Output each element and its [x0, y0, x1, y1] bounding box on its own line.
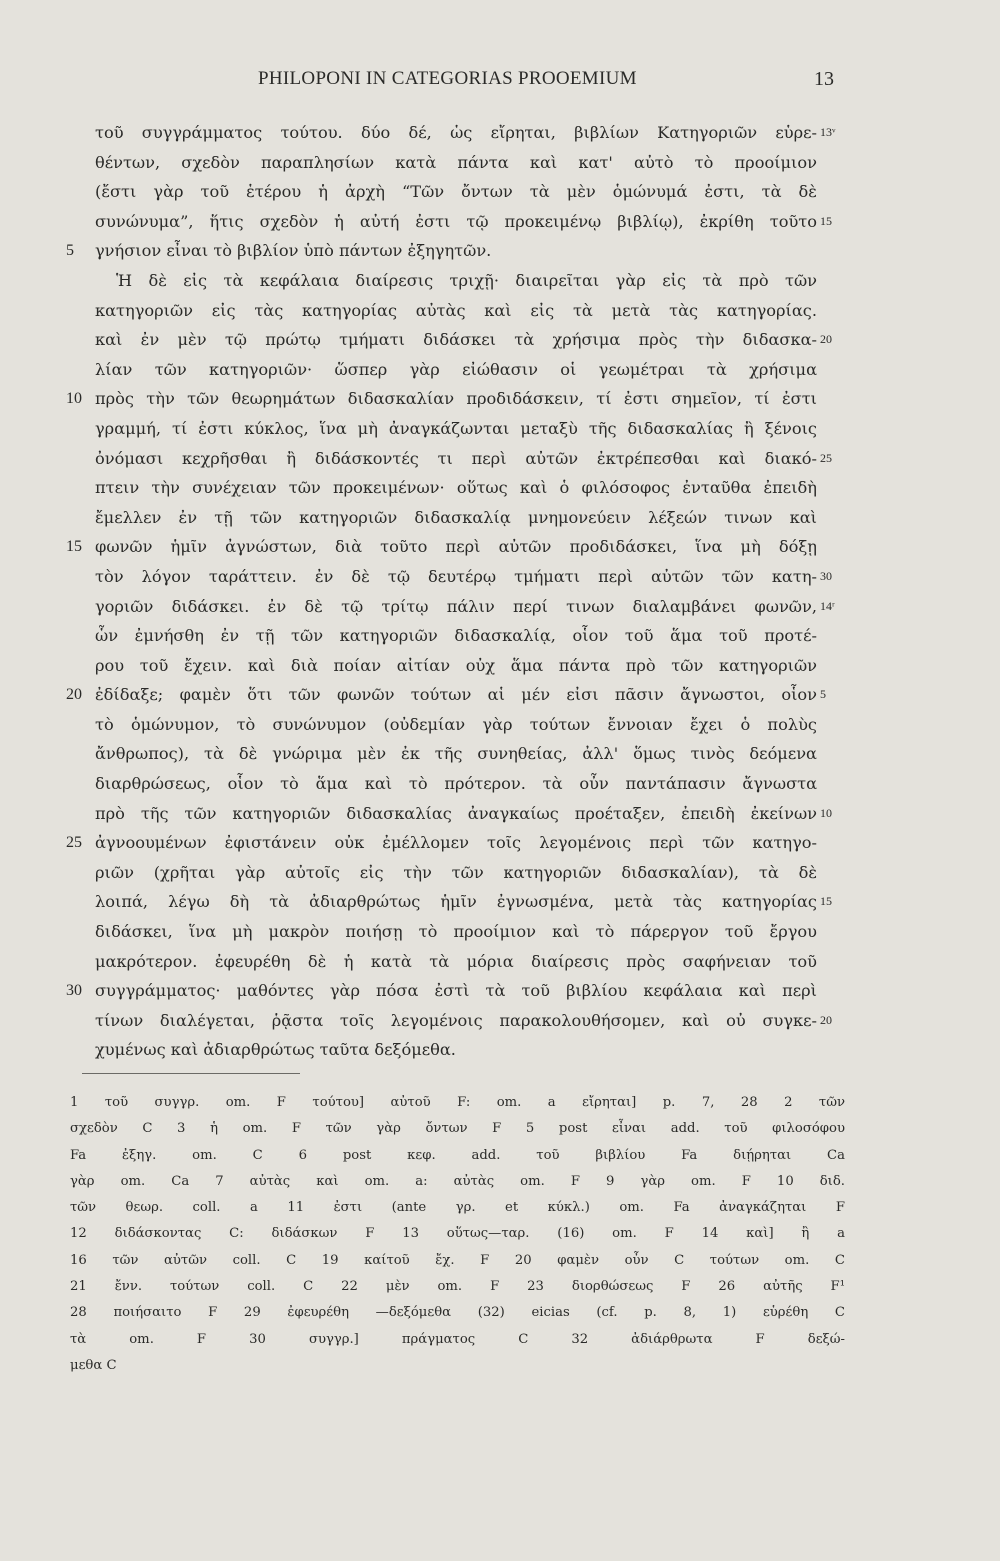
line-text: θέντων, σχεδὸν παραπλησίων κατὰ πάντα καὶ κατ' αὐτὸ τὸ προοίμιον [95, 152, 817, 172]
text-line [0, 680, 1000, 710]
margin-reference: 15 [820, 894, 832, 909]
line-text: ὧν ἐμνήσθη ἐν τῇ τῶν κατηγοριῶν διδασκαλίᾳ, οἷον τοῦ ἅμα τοῦ προτέ- [95, 626, 817, 646]
line-text: Ἡ δὲ εἰς τὰ κεφάλαια διαίρεσις τριχῇ· διαιρεῖται γὰρ εἰς τὰ πρὸ τῶν [116, 270, 817, 290]
text-line [0, 917, 1000, 947]
footnote-rule [82, 1073, 300, 1074]
line-text: τὸ ὁμώνυμον, τὸ συνώνυμον (οὐδεμίαν γὰρ τούτων ἔννοιαν ἔχει ὁ πολὺς [95, 714, 817, 734]
line-number: 25 [66, 834, 82, 852]
text-line [0, 592, 1000, 622]
line-text: λίαν τῶν κατηγοριῶν· ὥσπερ γὰρ εἰώθασιν οἱ γεωμέτραι τὰ χρήσιμα [95, 359, 817, 379]
line-text: μακρότερον. ἐφευρέθη δὲ ἡ κατὰ τὰ μόρια διαίρεσις πρὸς σαφήνειαν τοῦ [95, 951, 817, 971]
margin-reference: 5 [820, 687, 826, 702]
line-text: γνήσιον εἶναι τὸ βιβλίον ὑπὸ πάντων ἐξηγητῶν. [95, 241, 492, 261]
line-number: 15 [66, 538, 82, 556]
line-text: καὶ ἐν μὲν τῷ πρώτῳ τμήματι διδάσκει τὰ χρήσιμα πρὸς τὴν διδασκα- [95, 330, 817, 350]
apparatus-line [0, 1327, 1000, 1353]
text-line [0, 710, 1000, 740]
apparatus-text: 21 ἔνν. τούτων coll. C 22 μὲν om. F 23 διορθώσεως F 26 αὐτῆς F¹ [70, 1279, 845, 1295]
margin-reference: 25 [820, 450, 832, 465]
text-line [0, 799, 1000, 829]
line-text: ρου τοῦ ἔχειν. καὶ διὰ ποίαν αἰτίαν οὐχ ἅμα πάντα πρὸ τῶν κατηγοριῶν [95, 655, 817, 675]
line-text: διαρθρώσεως, οἷον τὸ ἅμα καὶ τὸ πρότερον. τὰ οὖν παντάπασιν ἄγνωστα [95, 774, 817, 794]
apparatus-line [0, 1353, 1000, 1379]
text-line [0, 444, 1000, 474]
margin-reference: 13ᵛ [820, 125, 836, 139]
apparatus-text: τῶν θεωρ. coll. a 11 ἐστι (ante γρ. et κύκλ.) om. Fa ἀναγκάζηται F [70, 1200, 845, 1216]
line-text: πρὸς τὴν τῶν θεωρημάτων διδασκαλίαν προδιδάσκειν, τί ἐστι σημεῖον, τί ἐστι [95, 389, 817, 409]
margin-reference: 20 [820, 332, 832, 347]
line-text: τίνων διαλέγεται, ῥᾷστα τοῖς λεγομένοις παρακολουθήσομεν, καὶ οὐ συγκε- [95, 1010, 817, 1030]
apparatus-line [0, 1169, 1000, 1195]
apparatus-text: γὰρ om. Ca 7 αὐτὰς καὶ om. a: αὐτὰς om. F 9 γὰρ om. F 10 διδ. [70, 1173, 845, 1189]
text-line [0, 976, 1000, 1006]
text-line [0, 1006, 1000, 1036]
line-text: γοριῶν διδάσκει. ἐν δὲ τῷ τρίτῳ πάλιν περί τινων διαλαμβάνει φωνῶν, [95, 596, 817, 616]
line-number: 30 [66, 982, 82, 1000]
text-line [0, 503, 1000, 533]
page-number: 13 [814, 68, 834, 90]
text-line [0, 296, 1000, 326]
text-line [0, 739, 1000, 769]
line-text: συνώνυμα”, ἥτις σχεδὸν ἡ αὐτή ἐστι τῷ προκειμένῳ βιβλίῳ), ἐκρίθη τοῦτο [95, 211, 817, 231]
line-text: χυμένως καὶ ἀδιαρθρώτως ταῦτα δεξόμεθα. [95, 1040, 456, 1060]
apparatus-line [0, 1274, 1000, 1300]
line-text: (ἔστι γὰρ τοῦ ἑτέρου ἡ ἀρχὴ “Τῶν ὄντων τὰ μὲν ὁμώνυμά ἐστι, τὰ δὲ [95, 182, 817, 202]
main-text-block [0, 118, 1000, 1065]
text-line [0, 887, 1000, 917]
margin-reference: 14ʳ [820, 598, 835, 613]
text-line [0, 414, 1000, 444]
line-text: ὀνόμασι κεχρῆσθαι ἢ διδάσκοντές τι περὶ αὐτῶν ἐκτρέπεσθαι καὶ διακό- [95, 448, 817, 468]
apparatus-line [0, 1300, 1000, 1326]
apparatus-text: τὰ om. F 30 συγγρ.] πράγματος C 32 ἀδιάρθρωτα F δεξώ- [70, 1331, 845, 1347]
margin-reference: 15 [820, 213, 832, 228]
page-header [0, 68, 1000, 98]
text-line [0, 355, 1000, 385]
text-line [0, 118, 1000, 148]
line-text: λοιπά, λέγω δὴ τὰ ἀδιαρθρώτως ἡμῖν ἐγνωσμένα, μετὰ τὰς κατηγορίας [95, 892, 817, 912]
text-line [0, 236, 1000, 266]
line-text: διδάσκει, ἵνα μὴ μακρὸν ποιήσῃ τὸ προοίμιον καὶ τὸ πάρεργον τοῦ ἔργου [95, 922, 817, 942]
line-text: ἐδίδαξε; φαμὲν ὅτι τῶν φωνῶν τούτων αἱ μέν εἰσι πᾶσιν ἄγνωστοι, οἷον [95, 685, 817, 705]
apparatus-line [0, 1143, 1000, 1169]
line-text: ἔμελλεν ἐν τῇ τῶν κατηγοριῶν διδασκαλίᾳ μνημονεύειν λέξεών τινων καὶ [95, 507, 817, 527]
apparatus-line [0, 1195, 1000, 1221]
apparatus-text: 12 διδάσκοντας C: διδάσκων F 13 οὕτως—ταρ. (16) om. F 14 καὶ] ἢ a [70, 1226, 845, 1242]
line-text: ἀγνοουμένων ἐφιστάνειν οὐκ ἐμέλλομεν τοῖς λεγομένοις περὶ τῶν κατηγο- [95, 833, 817, 853]
line-text: κατηγοριῶν εἰς τὰς κατηγορίας αὐτὰς καὶ εἰς τὰ μετὰ τὰς κατηγορίας. [95, 300, 817, 320]
text-line [0, 947, 1000, 977]
text-line [0, 148, 1000, 178]
text-line [0, 1035, 1000, 1065]
line-text: πρὸ τῆς τῶν κατηγοριῶν διδασκαλίας ἀναγκαίως προέταξεν, ἐπειδὴ ἐκείνων [95, 803, 817, 823]
apparatus-text: 16 τῶν αὐτῶν coll. C 19 καίτοῦ ἔχ. F 20 φαμὲν οὖν C τούτων om. C [70, 1252, 845, 1268]
apparatus-line [0, 1090, 1000, 1116]
text-line [0, 473, 1000, 503]
text-line [0, 651, 1000, 681]
text-line [0, 207, 1000, 237]
text-line [0, 177, 1000, 207]
apparatus-line [0, 1116, 1000, 1142]
line-text: γραμμή, τί ἐστι κύκλος, ἵνα μὴ ἀναγκάζωνται μεταξὺ τῆς διδασκαλίας ἢ ξένοις [95, 418, 817, 438]
critical-apparatus [0, 1090, 1000, 1379]
line-text: φωνῶν ἡμῖν ἀγνώστων, διὰ τοῦτο περὶ αὐτῶν προδιδάσκει, ἵνα μὴ δόξῃ [95, 537, 817, 557]
line-text: πτειν τὴν συνέχειαν τῶν προκειμένων· οὕτως καὶ ὁ φιλόσοφος ἐνταῦθα ἐπειδὴ [95, 478, 817, 498]
apparatus-line [0, 1221, 1000, 1247]
margin-reference: 20 [820, 1012, 832, 1027]
line-text: συγγράμματος· μαθόντες γὰρ πόσα ἐστὶ τὰ τοῦ βιβλίου κεφάλαια καὶ περὶ [95, 981, 817, 1001]
text-line [0, 858, 1000, 888]
apparatus-text: 28 ποιήσαιτο F 29 ἐφευρέθη —δεξόμεθα (32) eicias (cf. p. 8, 1) εὑρέθη C [70, 1305, 845, 1321]
line-number: 10 [66, 390, 82, 408]
apparatus-text: 1 τοῦ συγγρ. om. F τούτου] αὐτοῦ F: om. a εἴρηται] p. 7, 28 2 τῶν [70, 1095, 845, 1110]
line-number: 5 [66, 242, 74, 260]
running-title: PHILOPONI IN CATEGORIAS PROOEMIUM [258, 68, 637, 89]
apparatus-text: μεθα C [70, 1357, 117, 1373]
margin-reference: 30 [820, 568, 832, 583]
apparatus-text: Fa ἐξηγ. om. C 6 post κεφ. add. τοῦ βιβλίου Fa διῄρηται Ca [70, 1147, 845, 1163]
line-text: τοῦ συγγράμματος τούτου. δύο δέ, ὡς εἴρηται, βιβλίων Κατηγοριῶν εὑρε- [95, 123, 817, 142]
text-line [0, 562, 1000, 592]
margin-reference: 10 [820, 805, 832, 820]
text-line [0, 266, 1000, 296]
text-line [0, 769, 1000, 799]
line-text: ριῶν (χρῆται γὰρ αὐτοῖς εἰς τὴν τῶν κατηγοριῶν διδασκαλίαν), τὰ δὲ [95, 862, 817, 882]
text-line [0, 828, 1000, 858]
line-text: ἄνθρωπος), τὰ δὲ γνώριμα μὲν ἐκ τῆς συνηθείας, ἀλλ' ὅμως τινὸς δεόμενα [95, 744, 817, 764]
apparatus-line [0, 1248, 1000, 1274]
line-text: τὸν λόγον ταράττειν. ἐν δὲ τῷ δευτέρῳ τμήματι περὶ αὐτῶν τῶν κατη- [95, 566, 817, 586]
apparatus-text: σχεδὸν C 3 ἡ om. F τῶν γὰρ ὄντων F 5 post εἶναι add. τοῦ φιλοσόφου [70, 1121, 845, 1137]
text-line [0, 532, 1000, 562]
text-line [0, 621, 1000, 651]
line-number: 20 [66, 686, 82, 704]
text-line [0, 325, 1000, 355]
text-line [0, 384, 1000, 414]
